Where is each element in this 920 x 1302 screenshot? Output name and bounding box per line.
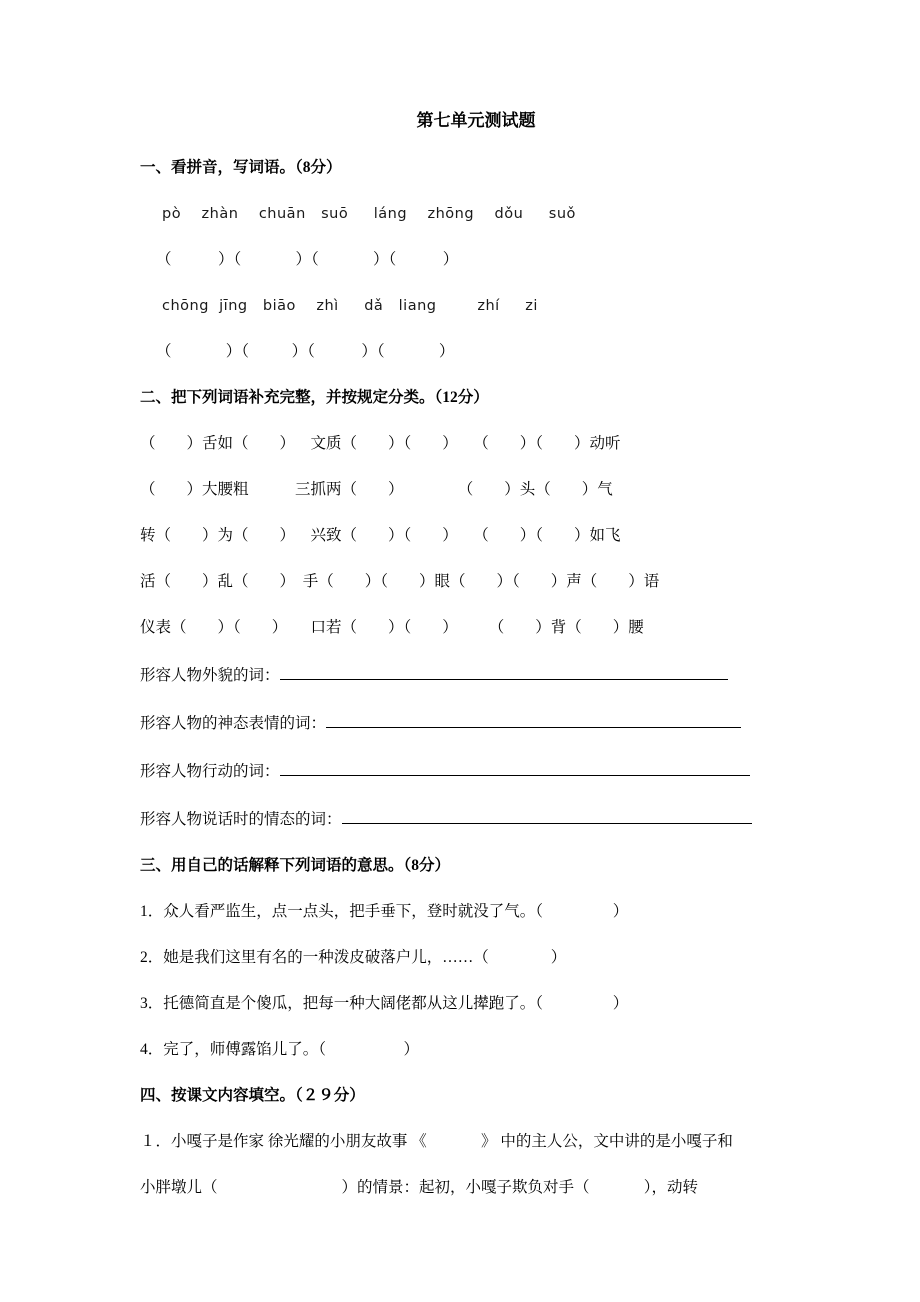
category-fill-row-appearance (140, 666, 812, 684)
idiom-completion-row-3: 转（ ）为（ ） 兴致（ ）（ ） （ ）（ ）如飞 (140, 527, 621, 544)
category-label: 形容人物外貌的词： (140, 667, 280, 684)
pinyin-row-2: chōng jīng biāo zhì dǎ liang zhí zi (162, 298, 538, 314)
idiom-completion-row-5: 仪表（ ）（ ） 口若（ ）（ ） （ ）背（ ）腰 (140, 619, 644, 636)
answer-underline (342, 810, 752, 824)
category-fill-row-expression (140, 714, 812, 732)
cloze-text-line-1: １．小嘎子是作家 徐光耀的小朋友故事 《 》 中的主人公，文中讲的是小嘎子和 (140, 1133, 733, 1150)
section-one-heading: 一、看拼音，写词语。（8分） (140, 159, 342, 176)
answer-underline (280, 762, 750, 776)
category-label: 形容人物说话时的情态的词： (140, 811, 342, 828)
answer-underline (326, 714, 741, 728)
idiom-completion-row-4: 活（ ）乱（ ） 手（ ）（ ）眼（ ）（ ）声（ ）语 (140, 573, 660, 590)
answer-blanks-row-2: （ ）（ ）（ ）（ ） (156, 343, 455, 360)
answer-blanks-row-1: （ ）（ ）（ ）（ ） (156, 251, 459, 268)
category-fill-row-action (140, 762, 812, 780)
category-label: 形容人物的神态表情的词： (140, 715, 327, 732)
section-two-heading: 二、把下列词语补充完整，并按规定分类。（12分） (140, 389, 489, 406)
pinyin-row-1: pò zhàn chuān suō láng zhōng dǒu suǒ (162, 206, 576, 222)
category-label: 形容人物行动的词： (140, 763, 280, 780)
explain-item-1: 1．众人看严监生，点一点头，把手垂下，登时就没了气。（ ） (140, 903, 629, 920)
answer-underline (280, 666, 728, 680)
category-fill-row-speech (140, 810, 812, 828)
explain-item-3: 3．托德简直是个傻瓜，把每一种大阔佬都从这儿撵跑了。（ ） (140, 995, 629, 1012)
cloze-text-line-2: 小胖墩儿（ ）的情景：起初，小嘎子欺负对手（ ），动转 (140, 1179, 699, 1196)
idiom-completion-row-2: （ ）大腰粗 三抓两（ ） （ ）头（ ）气 (140, 481, 613, 498)
section-three-heading: 三、用自己的话解释下列词语的意思。（8分） (140, 857, 451, 874)
section-four-heading: 四、按课文内容填空。（２９分） (140, 1087, 365, 1104)
idiom-completion-row-1: （ ）舌如（ ） 文质（ ）（ ） （ ）（ ）动听 (140, 435, 621, 452)
explain-item-2: 2．她是我们这里有名的一种泼皮破落户儿，……（ ） (140, 949, 567, 966)
explain-item-4: 4．完了，师傅露馅儿了。（ ） (140, 1041, 420, 1058)
document-title: 第七单元测试题 (416, 111, 536, 130)
